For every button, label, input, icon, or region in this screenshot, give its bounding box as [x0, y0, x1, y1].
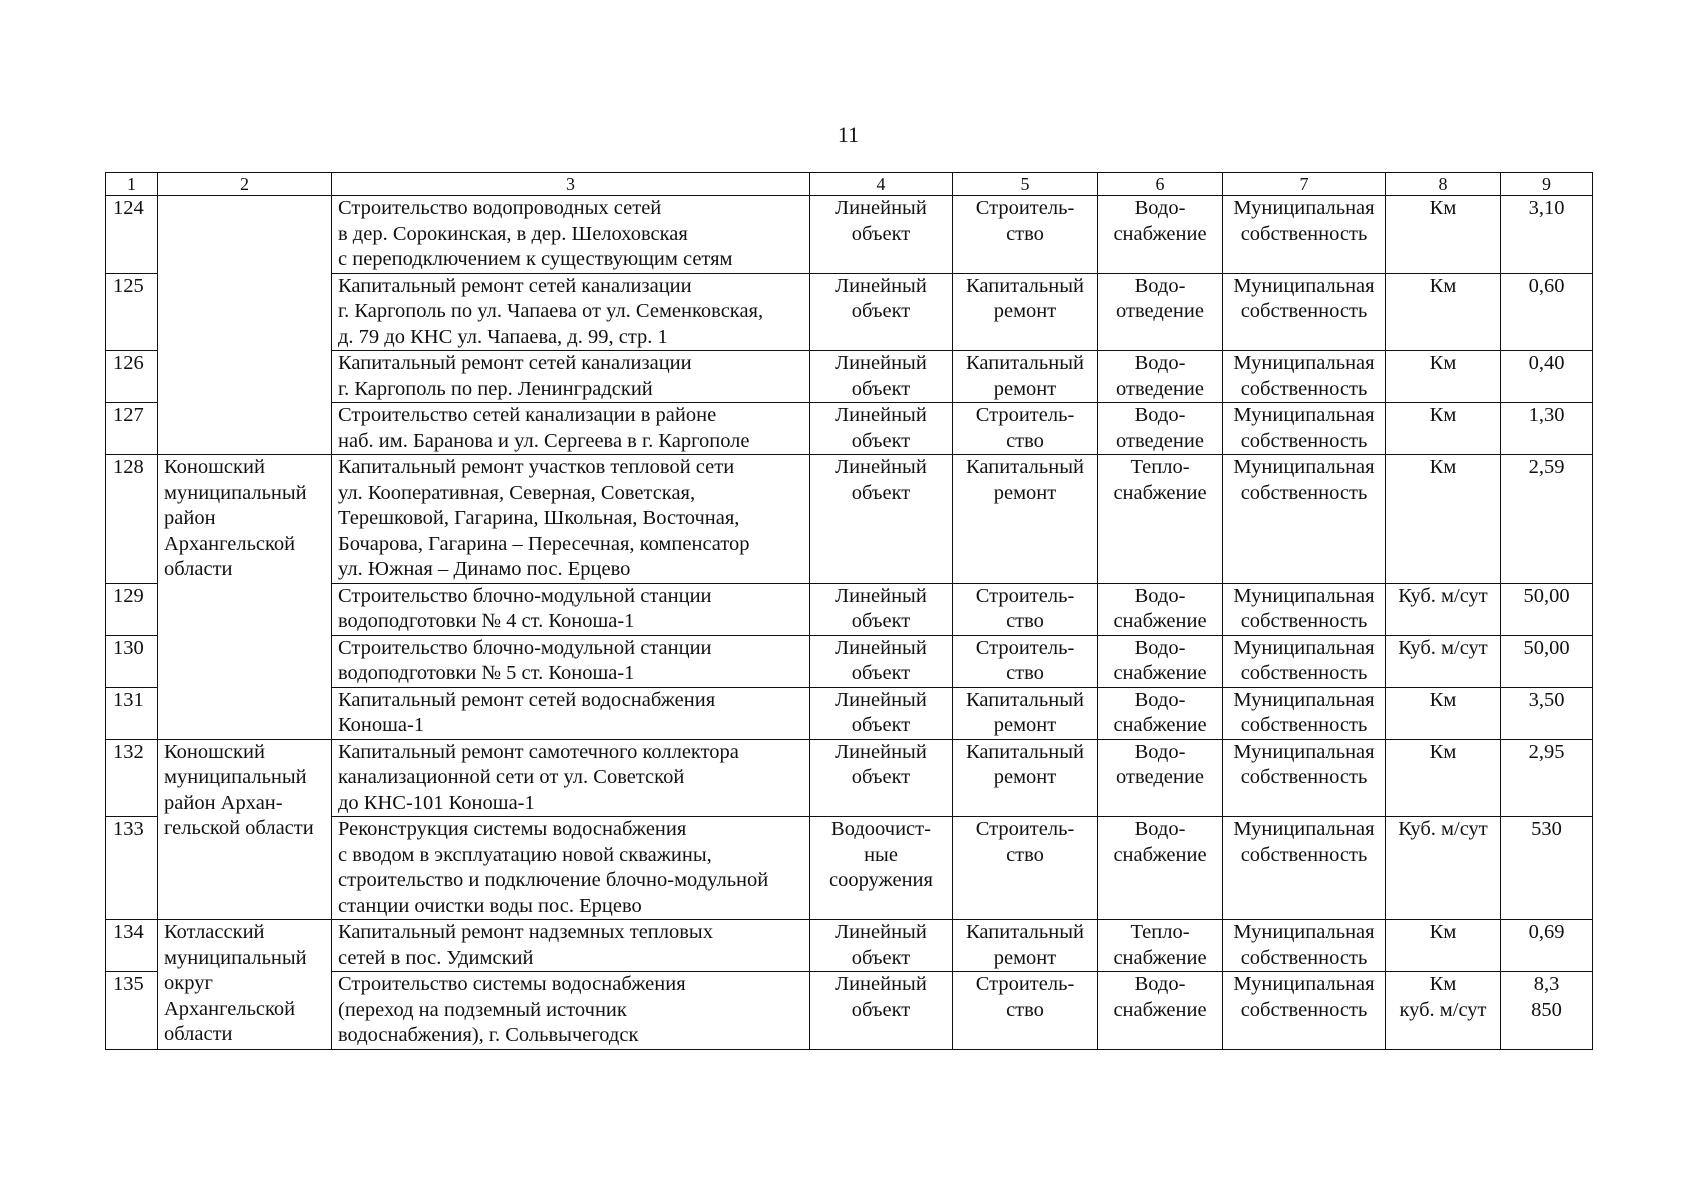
object-name-cell-line: водоснабжения), г. Сольвычегодск [338, 1024, 639, 1046]
object-name-cell-line: Строительство водопроводных сетей [338, 197, 662, 219]
sphere-cell-line: снабжение [1113, 843, 1207, 866]
object-name-cell-line: Капитальный ремонт сетей водоснабжения [338, 688, 716, 711]
work-type-cell-line: Капитальный [966, 352, 1084, 374]
ownership-cell-line: собственность [1240, 662, 1368, 684]
object-name-cell-line: ул. Южная – Динамо пос. Ерцево [338, 558, 631, 580]
ownership-cell [1223, 403, 1386, 455]
row-number: 135 [106, 972, 158, 1050]
object-name-cell-line: Бочарова, Гагарина – Пересечная, компенсатор [338, 532, 750, 555]
object-name-cell [332, 351, 810, 403]
sphere-cell-line: Водо- [1134, 404, 1186, 426]
work-type-cell-line: ремонт [993, 946, 1057, 969]
sphere-cell [1098, 455, 1223, 584]
sphere-cell-line: Водо- [1134, 197, 1186, 219]
sphere-cell-line: Водо- [1134, 352, 1186, 374]
value-cell [1501, 817, 1593, 920]
value-cell-line: 3,10 [1528, 197, 1565, 219]
ownership-cell-line: Муниципальная [1233, 274, 1375, 297]
sphere-cell-line: отведение [1116, 429, 1204, 452]
object-name-cell-line: Капитальный ремонт сетей канализации [338, 274, 692, 297]
sphere-cell [1098, 817, 1223, 920]
object-type-cell [810, 817, 953, 920]
object-type-cell [810, 583, 953, 635]
ownership-cell [1223, 196, 1386, 274]
object-name-cell-line: д. 79 до КНС ул. Чапаева, д. 99, стр. 1 [338, 325, 668, 348]
sphere-cell-line: Водо- [1134, 818, 1186, 840]
object-name-cell [332, 920, 810, 972]
object-type-cell [810, 920, 953, 972]
unit-cell-line: Км [1429, 274, 1457, 297]
ownership-cell-line: Муниципальная [1233, 584, 1375, 607]
value-cell-line: 530 [1531, 818, 1562, 840]
sphere-cell-line: снабжение [1113, 946, 1207, 969]
sphere-cell-line: Тепло- [1130, 456, 1190, 478]
object-type-cell-line: Линейный [835, 973, 927, 995]
object-type-cell [810, 739, 953, 817]
ownership-cell-line: собственность [1240, 946, 1368, 969]
work-type-cell-line: ство [1006, 843, 1044, 866]
value-cell [1501, 196, 1593, 274]
object-type-cell-line: ные [864, 843, 898, 866]
object-type-cell [810, 403, 953, 455]
municipality-cell-line: муниципальный [164, 946, 307, 969]
sphere-cell-line: снабжение [1113, 610, 1207, 632]
ownership-cell-line: Муниципальная [1233, 973, 1375, 995]
object-name-cell-line: до КНС-101 Коноша-1 [338, 791, 535, 814]
value-cell-line: 2,59 [1528, 456, 1565, 478]
object-name-cell-line: сетей в пос. Удимский [338, 946, 534, 969]
object-name-cell-line: Реконструкция системы водоснабжения [338, 818, 687, 840]
ownership-cell-line: Муниципальная [1233, 456, 1375, 478]
work-type-cell-line: ство [1006, 610, 1044, 632]
object-type-cell-line: Линейный [835, 197, 927, 219]
object-name-cell [332, 583, 810, 635]
object-type-cell-line: объект [851, 946, 911, 969]
work-type-cell-line: ремонт [993, 766, 1057, 788]
object-type-cell [810, 972, 953, 1050]
object-name-cell-line: (переход на подземный источник [338, 998, 627, 1021]
municipality-cell-line: области [164, 1023, 233, 1045]
municipality-cell-line: муниципальный [164, 766, 307, 788]
column-number-7: 7 [1223, 173, 1386, 196]
ownership-cell-line: Муниципальная [1233, 197, 1375, 219]
object-name-cell-line: ул. Кооперативная, Северная, Советская, [338, 481, 696, 504]
ownership-cell [1223, 739, 1386, 817]
value-cell [1501, 583, 1593, 635]
sphere-cell [1098, 687, 1223, 739]
object-type-cell-line: объект [851, 662, 911, 684]
work-type-cell-line: Строитель- [975, 197, 1075, 219]
table-row [106, 196, 1593, 274]
unit-cell-line: Км [1429, 404, 1457, 426]
unit-cell-line: Км [1429, 197, 1457, 219]
object-name-cell [332, 972, 810, 1050]
object-type-cell-line: Линейный [835, 688, 927, 711]
ownership-cell-line: собственность [1240, 429, 1368, 452]
sphere-cell-line: Водо- [1134, 740, 1186, 763]
work-type-cell [953, 635, 1098, 687]
sphere-cell [1098, 920, 1223, 972]
sphere-cell-line: снабжение [1113, 714, 1207, 736]
ownership-cell-line: Муниципальная [1233, 740, 1375, 763]
municipality-cell [158, 196, 332, 455]
municipality-cell-line: области [164, 558, 233, 580]
municipality-cell-line: округ [164, 972, 213, 994]
unit-cell-line: Км [1429, 973, 1457, 995]
value-cell [1501, 455, 1593, 584]
ownership-cell [1223, 583, 1386, 635]
work-type-cell-line: Строитель- [975, 818, 1075, 840]
value-cell-line: 0,60 [1528, 274, 1565, 297]
object-name-cell-line: Коноша-1 [338, 714, 425, 736]
unit-cell [1386, 583, 1501, 635]
municipality-cell [158, 455, 332, 740]
object-type-cell-line: объект [851, 481, 911, 504]
work-type-cell-line: ремонт [993, 714, 1057, 736]
value-cell-line: 50,00 [1523, 636, 1570, 659]
value-cell-line: 2,95 [1528, 740, 1565, 763]
work-type-cell-line: ремонт [993, 377, 1057, 400]
municipality-cell-line: Котласский [164, 921, 265, 943]
object-name-cell-line: с переподключением к существующим сетям [338, 248, 733, 270]
object-name-cell [332, 817, 810, 920]
table-row [106, 739, 1593, 817]
sphere-cell [1098, 196, 1223, 274]
work-type-cell [953, 455, 1098, 584]
unit-cell [1386, 196, 1501, 274]
object-name-cell-line: г. Каргополь по пер. Ленинградский [338, 377, 653, 400]
municipality-cell-line: Коношский [164, 456, 265, 478]
sphere-cell-line: Водо- [1134, 584, 1186, 607]
object-type-cell-line: Линейный [835, 456, 927, 478]
object-name-cell-line: Капитальный ремонт самотечного коллектора [338, 740, 739, 763]
value-cell-line: 1,30 [1528, 404, 1565, 426]
row-number: 128 [106, 455, 158, 584]
municipality-cell-line: район [164, 507, 216, 529]
column-number-8: 8 [1386, 173, 1501, 196]
sphere-cell [1098, 351, 1223, 403]
value-cell-line: 0,40 [1528, 352, 1565, 374]
sphere-cell-line: снабжение [1113, 222, 1207, 245]
row-number: 124 [106, 196, 158, 274]
unit-cell-line: Км [1429, 688, 1457, 711]
work-type-cell [953, 920, 1098, 972]
unit-cell [1386, 403, 1501, 455]
objects-table [105, 172, 1593, 1050]
ownership-cell-line: Муниципальная [1233, 818, 1375, 840]
row-number: 126 [106, 351, 158, 403]
sphere-cell [1098, 972, 1223, 1050]
unit-cell-line: Км [1429, 352, 1457, 374]
object-type-cell-line: объект [851, 766, 911, 788]
unit-cell [1386, 972, 1501, 1050]
value-cell [1501, 972, 1593, 1050]
unit-cell-line: Куб. м/сут [1398, 818, 1488, 840]
ownership-cell-line: собственность [1240, 998, 1368, 1021]
object-type-cell-line: Водоочист- [831, 818, 931, 840]
work-type-cell-line: Капитальный [966, 740, 1084, 763]
object-name-cell-line: строительство и подключение блочно-модульной [338, 869, 769, 891]
work-type-cell-line: Капитальный [966, 274, 1084, 297]
work-type-cell [953, 583, 1098, 635]
row-number: 127 [106, 403, 158, 455]
column-number-4: 4 [810, 173, 953, 196]
municipality-cell-line: Архангельской [164, 532, 296, 555]
unit-cell [1386, 739, 1501, 817]
work-type-cell-line: ство [1006, 222, 1044, 245]
object-name-cell-line: канализационной сети от ул. Советской [338, 766, 685, 788]
object-type-cell-line: Линейный [835, 921, 927, 943]
ownership-cell [1223, 273, 1386, 351]
value-cell [1501, 351, 1593, 403]
work-type-cell-line: Строитель- [975, 636, 1075, 659]
ownership-cell-line: Муниципальная [1233, 636, 1375, 659]
ownership-cell [1223, 351, 1386, 403]
object-name-cell-line: Строительство системы водоснабжения [338, 973, 686, 995]
page-number: 11 [837, 122, 860, 147]
object-name-cell [332, 403, 810, 455]
unit-cell-line: Куб. м/сут [1398, 584, 1488, 607]
table-row [106, 920, 1593, 972]
object-name-cell-line: Капитальный ремонт участков тепловой сети [338, 456, 735, 478]
object-type-cell-line: Линейный [835, 274, 927, 297]
column-number-1: 1 [106, 173, 158, 196]
unit-cell [1386, 351, 1501, 403]
row-number: 134 [106, 920, 158, 972]
object-name-cell [332, 273, 810, 351]
object-type-cell [810, 635, 953, 687]
table-header-row [106, 173, 1593, 196]
object-name-cell-line: г. Каргополь по ул. Чапаева от ул. Семенковская, [338, 300, 764, 322]
column-number-3: 3 [332, 173, 810, 196]
work-type-cell [953, 687, 1098, 739]
value-cell [1501, 403, 1593, 455]
unit-cell [1386, 687, 1501, 739]
work-type-cell-line: ство [1006, 429, 1044, 452]
work-type-cell [953, 273, 1098, 351]
object-name-cell [332, 196, 810, 274]
object-name-cell-line: наб. им. Баранова и ул. Сергеева в г. Каргополе [338, 429, 750, 452]
municipality-cell [158, 920, 332, 1050]
work-type-cell-line: Строитель- [975, 404, 1075, 426]
sphere-cell [1098, 583, 1223, 635]
ownership-cell [1223, 920, 1386, 972]
sphere-cell-line: отведение [1116, 766, 1204, 788]
sphere-cell-line: отведение [1116, 300, 1204, 322]
work-type-cell [953, 817, 1098, 920]
work-type-cell-line: ремонт [993, 300, 1057, 322]
sphere-cell-line: Водо- [1134, 688, 1186, 711]
object-name-cell-line: станции очистки воды пос. Ерцево [338, 894, 642, 917]
work-type-cell [953, 403, 1098, 455]
work-type-cell [953, 739, 1098, 817]
object-name-cell-line: Терешковой, Гагарина, Школьная, Восточная, [338, 507, 740, 529]
object-type-cell [810, 273, 953, 351]
ownership-cell-line: собственность [1240, 843, 1368, 866]
row-number: 129 [106, 583, 158, 635]
ownership-cell-line: Муниципальная [1233, 921, 1375, 943]
object-name-cell [332, 687, 810, 739]
object-name-cell-line: Строительство блочно-модульной станции [338, 584, 712, 607]
object-type-cell [810, 351, 953, 403]
ownership-cell-line: собственность [1240, 714, 1368, 736]
object-type-cell-line: объект [851, 998, 911, 1021]
sphere-cell-line: Водо- [1134, 973, 1186, 995]
object-type-cell-line: объект [851, 377, 911, 400]
object-name-cell-line: Строительство блочно-модульной станции [338, 636, 712, 659]
sphere-cell [1098, 739, 1223, 817]
object-type-cell [810, 687, 953, 739]
value-cell-line: 8,3 [1533, 973, 1560, 995]
row-number: 125 [106, 273, 158, 351]
unit-cell-line: куб. м/сут [1399, 998, 1487, 1021]
row-number: 131 [106, 687, 158, 739]
sphere-cell-line: снабжение [1113, 998, 1207, 1021]
object-name-cell-line: водоподготовки № 5 ст. Коноша-1 [338, 662, 635, 684]
object-name-cell-line: Капитальный ремонт надземных тепловых [338, 921, 713, 943]
municipality-cell [158, 739, 332, 920]
row-number: 133 [106, 817, 158, 920]
object-type-cell [810, 455, 953, 584]
object-type-cell-line: Линейный [835, 352, 927, 374]
row-number: 132 [106, 739, 158, 817]
object-type-cell-line: объект [851, 300, 911, 322]
object-type-cell-line: Линейный [835, 404, 927, 426]
object-name-cell-line: Капитальный ремонт сетей канализации [338, 352, 692, 374]
ownership-cell-line: собственность [1240, 222, 1368, 245]
ownership-cell-line: собственность [1240, 481, 1368, 504]
unit-cell-line: Км [1429, 740, 1457, 763]
value-cell [1501, 635, 1593, 687]
object-name-cell [332, 455, 810, 584]
ownership-cell [1223, 687, 1386, 739]
sphere-cell [1098, 635, 1223, 687]
unit-cell-line: Км [1429, 456, 1457, 478]
work-type-cell-line: Капитальный [966, 921, 1084, 943]
ownership-cell-line: Муниципальная [1233, 404, 1375, 426]
ownership-cell [1223, 455, 1386, 584]
value-cell [1501, 687, 1593, 739]
municipality-cell-line: гельской области [164, 817, 314, 839]
work-type-cell-line: Строитель- [975, 584, 1075, 607]
ownership-cell-line: собственность [1240, 610, 1368, 632]
ownership-cell-line: Муниципальная [1233, 688, 1375, 711]
value-cell-line: 850 [1531, 998, 1562, 1021]
ownership-cell-line: собственность [1240, 377, 1368, 400]
row-number: 130 [106, 635, 158, 687]
object-name-cell-line: Строительство сетей канализации в районе [338, 404, 717, 426]
unit-cell-line: Куб. м/сут [1398, 636, 1488, 659]
object-name-cell-line: с вводом в эксплуатацию новой скважины, [338, 843, 712, 866]
municipality-cell-line: муниципальный [164, 481, 307, 504]
work-type-cell-line: ство [1006, 662, 1044, 684]
work-type-cell-line: Капитальный [966, 688, 1084, 711]
column-number-9: 9 [1501, 173, 1593, 196]
unit-cell [1386, 817, 1501, 920]
unit-cell [1386, 273, 1501, 351]
object-type-cell [810, 196, 953, 274]
ownership-cell [1223, 817, 1386, 920]
unit-cell-line: Км [1429, 921, 1457, 943]
sphere-cell-line: снабжение [1113, 662, 1207, 684]
ownership-cell [1223, 972, 1386, 1050]
work-type-cell-line: Капитальный [966, 456, 1084, 478]
work-type-cell-line: Строитель- [975, 973, 1075, 995]
column-number-2: 2 [158, 173, 332, 196]
work-type-cell-line: ремонт [993, 481, 1057, 504]
ownership-cell-line: Муниципальная [1233, 352, 1375, 374]
object-type-cell-line: объект [851, 222, 911, 245]
object-name-cell-line: в дер. Сорокинская, в дер. Шелоховская [338, 222, 688, 245]
work-type-cell [953, 196, 1098, 274]
work-type-cell-line: ство [1006, 998, 1044, 1021]
object-type-cell-line: Линейный [835, 636, 927, 659]
sphere-cell-line: снабжение [1113, 481, 1207, 504]
unit-cell [1386, 635, 1501, 687]
municipality-cell-line: район Архан- [164, 791, 283, 814]
sphere-cell-line: Тепло- [1130, 921, 1190, 943]
value-cell-line: 0,69 [1528, 921, 1565, 943]
object-name-cell-line: водоподготовки № 4 ст. Коноша-1 [338, 610, 635, 632]
object-type-cell-line: объект [851, 610, 911, 632]
value-cell [1501, 739, 1593, 817]
ownership-cell [1223, 635, 1386, 687]
object-type-cell-line: объект [851, 429, 911, 452]
column-number-5: 5 [953, 173, 1098, 196]
municipality-cell-line: Коношский [164, 740, 265, 763]
object-name-cell [332, 739, 810, 817]
value-cell [1501, 920, 1593, 972]
work-type-cell [953, 972, 1098, 1050]
sphere-cell [1098, 273, 1223, 351]
value-cell [1501, 273, 1593, 351]
ownership-cell-line: собственность [1240, 300, 1368, 322]
sphere-cell-line: отведение [1116, 377, 1204, 400]
sphere-cell-line: Водо- [1134, 274, 1186, 297]
value-cell-line: 50,00 [1523, 584, 1570, 607]
object-name-cell [332, 635, 810, 687]
column-number-6: 6 [1098, 173, 1223, 196]
object-type-cell-line: объект [851, 714, 911, 736]
value-cell-line: 3,50 [1528, 688, 1565, 711]
unit-cell [1386, 920, 1501, 972]
sphere-cell [1098, 403, 1223, 455]
work-type-cell [953, 351, 1098, 403]
municipality-cell-line: Архангельской [164, 997, 296, 1020]
sphere-cell-line: Водо- [1134, 636, 1186, 659]
table-row [106, 455, 1593, 584]
ownership-cell-line: собственность [1240, 766, 1368, 788]
object-type-cell-line: сооружения [829, 869, 933, 891]
unit-cell [1386, 455, 1501, 584]
object-type-cell-line: Линейный [835, 584, 927, 607]
object-type-cell-line: Линейный [835, 740, 927, 763]
